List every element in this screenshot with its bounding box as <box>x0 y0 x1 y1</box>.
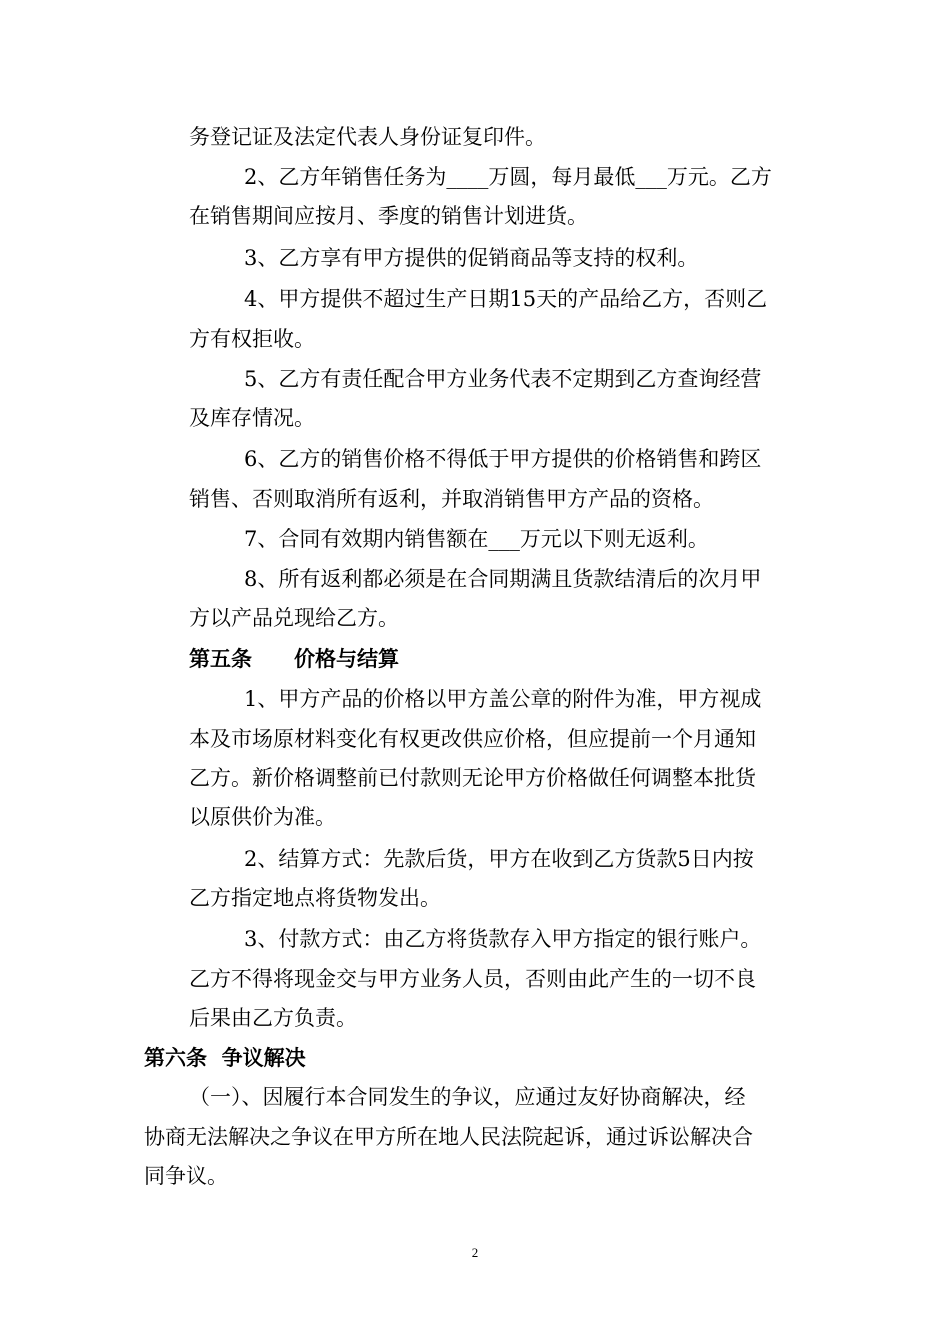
text-line: 7、合同有效期内销售额在___万元以下则无返利。 <box>244 527 709 551</box>
text-line: 后果由乙方负责。 <box>189 1006 357 1030</box>
text-line: 2、结算方式：先款后货，甲方在收到乙方货款5日内按 <box>244 847 754 871</box>
text-line: 2、乙方年销售任务为____万圆，每月最低___万元。乙方 <box>244 165 772 189</box>
text-line: 方有权拒收。 <box>189 327 315 351</box>
text-line: 乙方指定地点将货物发出。 <box>189 886 441 910</box>
text-line: 务登记证及法定代表人身份证复印件。 <box>189 125 546 149</box>
text-line: 3、付款方式：由乙方将货款存入甲方指定的银行账户。 <box>244 927 762 951</box>
section-heading: 第五条 价格与结算 <box>189 647 399 671</box>
text-line: 5、乙方有责任配合甲方业务代表不定期到乙方查询经营 <box>244 367 762 391</box>
text-line: 6、乙方的销售价格不得低于甲方提供的价格销售和跨区 <box>244 447 762 471</box>
text-line: 在销售期间应按月、季度的销售计划进货。 <box>189 204 588 228</box>
section-heading: 第六条 争议解决 <box>144 1046 306 1070</box>
text-line: 乙方。新价格调整前已付款则无论甲方价格做任何调整本批货 <box>189 766 756 790</box>
text-line: 3、乙方享有甲方提供的促销商品等支持的权利。 <box>244 246 699 270</box>
text-line: 同争议。 <box>144 1164 228 1188</box>
text-line: 8、所有返利都必须是在合同期满且货款结清后的次月甲 <box>244 567 762 591</box>
text-line: 方以产品兑现给乙方。 <box>189 606 399 630</box>
text-line: 销售、否则取消所有返利，并取消销售甲方产品的资格。 <box>189 487 714 511</box>
text-line: 1、甲方产品的价格以甲方盖公章的附件为准，甲方视成 <box>244 687 762 711</box>
text-line: 及库存情况。 <box>189 406 315 430</box>
text-line: 以原供价为准。 <box>189 805 336 829</box>
text-line: 乙方不得将现金交与甲方业务人员，否则由此产生的一切不良 <box>189 967 756 991</box>
text-line: （一）、因履行本合同发生的争议，应通过友好协商解决，经 <box>189 1085 746 1109</box>
page-number: 2 <box>471 1245 479 1260</box>
text-line: 协商无法解决之争议在甲方所在地人民法院起诉，通过诉讼解决合 <box>144 1125 753 1149</box>
text-line: 4、甲方提供不超过生产日期15天的产品给乙方，否则乙 <box>244 287 768 311</box>
text-line: 本及市场原材料变化有权更改供应价格，但应提前一个月通知 <box>189 727 756 751</box>
